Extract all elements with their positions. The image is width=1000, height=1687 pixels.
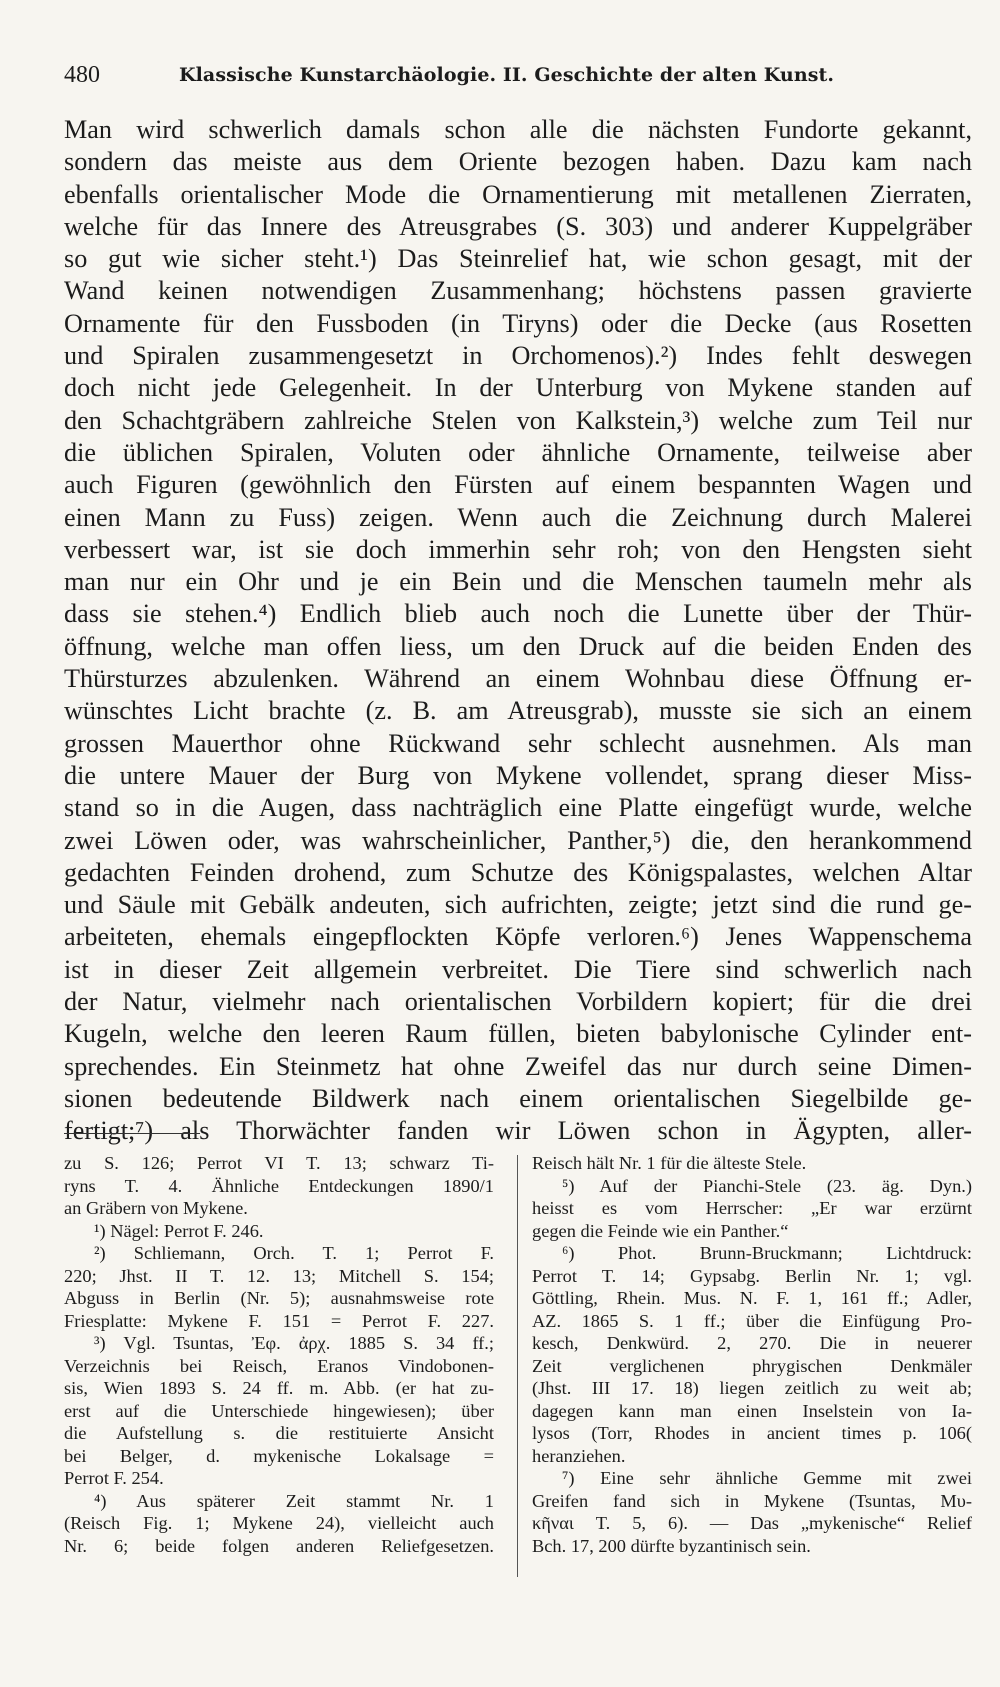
text-line: stand so in die Augen, dass nachträglich eine Platte eingefügt wurde, welche [64,793,972,823]
page-number: 480 [64,62,100,88]
footnote-line: Perrot T. 14; Gypsabg. Berlin Nr. 1; vgl. [532,1265,972,1286]
footnote-line: an Gräbern von Mykene. [64,1198,248,1218]
footnote-line: ryns T. 4. Ähnliche Entdeckungen 1890/1 [64,1175,494,1196]
text-line: sprechendes. Ein Steinmetz hat ohne Zweifel das nur durch seine Dimen- [64,1051,972,1081]
footnote-line: Perrot F. 254. [64,1468,164,1488]
footnotes-left-column [64,1152,494,1557]
footnote-line: Abguss in Berlin (Nr. 5); ausnahmsweise rote [64,1288,494,1308]
text-line: man nur ein Ohr und je ein Bein und die Menschen taumeln mehr als [64,567,972,597]
text-line: den Schachtgräbern zahlreiche Stelen von Kalkstein,³) welche zum Teil nur [64,405,972,435]
text-line: Ornamente für den Fussboden (in Tiryns) oder die Decke (aus Rosetten [64,308,972,338]
text-line: und Säule mit Gebälk andeuten, sich aufrichten, zeigte; jetzt sind die rund ge- [64,890,972,920]
footnote-line: Verzeichnis bei Reisch, Eranos Vindobonen- [64,1355,494,1376]
footnote-line: kesch, Denkwürd. 2, 270. Die in neuerer [532,1333,972,1353]
footnote-line: 220; Jhst. II T. 12. 13; Mitchell S. 154; [64,1265,494,1286]
text-line: der Natur, vielmehr nach orientalischen Vorbildern kopiert; für die drei [64,987,972,1017]
text-line: einen Mann zu Fuss) zeigen. Wenn auch die Zeichnung durch Malerei [64,502,972,532]
footnote-line: Bch. 17, 200 dürfte byzantinisch sein. [532,1535,811,1556]
text-line: sondern das meiste aus dem Oriente bezogen haben. Dazu kam nach [64,147,972,177]
text-line: Man wird schwerlich damals schon alle die nächsten Fundorte gekannt, [64,115,972,144]
text-line: öffnung, welche man offen liess, um den Druck auf die beiden Enden des [64,631,972,661]
text-line: arbeiteten, ehemals eingepflockten Köpfe verloren.⁶) Jenes Wappenschema [64,922,972,952]
text-line: ist in dieser Zeit allgemein verbreitet. Die Tiere sind schwerlich nach [64,954,972,984]
footnote-line: Zeit verglichenen phrygischen Denkmäler [532,1355,972,1376]
footnote-separator [64,1133,200,1134]
text-line: doch nicht jede Gelegenheit. In der Unterburg von Mykene standen auf [64,373,972,403]
footnote-column-divider [517,1155,518,1577]
footnote-line: AZ. 1865 S. 1 ff.; über die Einfügung Pro- [532,1310,972,1331]
page-header [64,52,934,92]
footnote-line: ³) Vgl. Tsuntas, Ἐφ. ἀρχ. 1885 S. 34 ff.; [94,1333,494,1353]
footnote-line: dagegen kann man einen Inselstein von Ia- [532,1400,972,1421]
footnote-line: (Jhst. III 17. 18) liegen zeitlich zu weit ab; [532,1378,972,1398]
text-line: zwei Löwen oder, was wahrscheinlicher, Panther,⁵) die, den herankommend [64,825,972,855]
footnote-line: Friesplatte: Mykene F. 151 = Perrot F. 227. [64,1310,494,1331]
footnote-line: heranziehen. [532,1445,626,1466]
text-line: wünschtes Licht brachte (z. B. am Atreusgrab), musste sie sich an einem [64,696,972,726]
footnote-line: bei Belger, d. mykenische Lokalsage = [64,1445,494,1466]
text-line: verbessert war, ist sie doch immerhin sehr roh; von den Hengsten sieht [64,534,972,564]
running-head: Klassische Kunstarchäologie. II. Geschichte der alten Kunst. [179,64,835,86]
footnote-line: zu S. 126; Perrot VI T. 13; schwarz Ti- [64,1153,494,1173]
text-line: ebenfalls orientalischer Mode die Ornamentierung mit metallenen Zierraten, [64,179,972,209]
footnote-line: ⁶) Phot. Brunn-Bruckmann; Lichtdruck: [562,1243,972,1263]
footnote-line: ⁴) Aus späterer Zeit stammt Nr. 1 [94,1490,494,1511]
text-line: gedachten Feinden drohend, zum Schutze des Königspalastes, welchen Altar [64,857,972,887]
footnote-line: die Aufstellung s. die restituierte Ansicht [64,1423,494,1443]
text-line: die üblichen Spiralen, Voluten oder ähnliche Ornamente, teilweise aber [64,437,972,467]
footnote-line: ⁷) Eine sehr ähnliche Gemme mit zwei [562,1468,972,1488]
text-line: die untere Mauer der Burg von Mykene vollendet, sprang dieser Miss- [64,760,972,790]
footnote-line: ²) Schliemann, Orch. T. 1; Perrot F. [94,1243,494,1263]
footnote-line: erst auf die Unterschiede hingewiesen); über [64,1400,494,1421]
footnote-line: Nr. 6; beide folgen anderen Reliefgesetzen. [64,1535,494,1556]
footnote-line: Greifen fand sich in Mykene (Tsuntas, Μυ- [532,1490,972,1511]
footnote-line: ⁵) Auf der Pianchi-Stele (23. äg. Dyn.) [562,1175,972,1196]
footnote-line: sis, Wien 1893 S. 24 ff. m. Abb. (er hat zu- [64,1378,494,1398]
text-line: fertigt;⁷) als Thorwächter fanden wir Löwen schon in Ägypten, aller- [64,1116,972,1146]
text-line: dass sie stehen.⁴) Endlich blieb auch noch die Lunette über der Thür- [64,599,972,629]
footnote-line: gegen die Feinde wie ein Panther.“ [532,1220,789,1241]
text-line: auch Figuren (gewöhnlich den Fürsten auf einem bespannten Wagen und [64,470,972,500]
text-line: sionen bedeutende Bildwerk nach einem orientalischen Siegelbilde ge- [64,1083,972,1113]
text-line: Thürsturzes abzulenken. Während an einem Wohnbau diese Öffnung er- [64,664,972,694]
text-line: welche für das Innere des Atreusgrabes (S. 303) und anderer Kuppelgräber [64,211,972,241]
footnote-line: κῆναι T. 5, 6). — Das „mykenische“ Relief [532,1513,972,1533]
footnote-line: Göttling, Rhein. Mus. N. F. 1, 161 ff.; Adler, [532,1288,972,1308]
footnotes-right-column [532,1152,972,1557]
text-line: grossen Mauerthor ohne Rückwand sehr schlecht ausnehmen. Als man [64,728,972,758]
footnote-line: lysos (Torr, Rhodes in ancient times p. 106( [532,1423,972,1443]
text-line: und Spiralen zusammengesetzt in Orchomenos).²) Indes fehlt deswegen [64,341,972,371]
text-line: Wand keinen notwendigen Zusammenhang; höchstens passen gravierte [64,276,972,306]
footnote-line: (Reisch Fig. 1; Mykene 24), vielleicht auch [64,1513,494,1533]
text-line: so gut wie sicher steht.¹) Das Steinrelief hat, wie schon gesagt, mit der [64,244,972,274]
footnote-line: ¹) Nägel: Perrot F. 246. [94,1220,264,1241]
footnote-line: heisst es vom Herrscher: „Er war erzürnt [532,1198,972,1218]
footnote-line: Reisch hält Nr. 1 für die älteste Stele. [532,1153,807,1173]
text-line: Kugeln, welche den leeren Raum füllen, bieten babylonische Cylinder ent- [64,1019,972,1049]
main-text [64,114,972,1148]
